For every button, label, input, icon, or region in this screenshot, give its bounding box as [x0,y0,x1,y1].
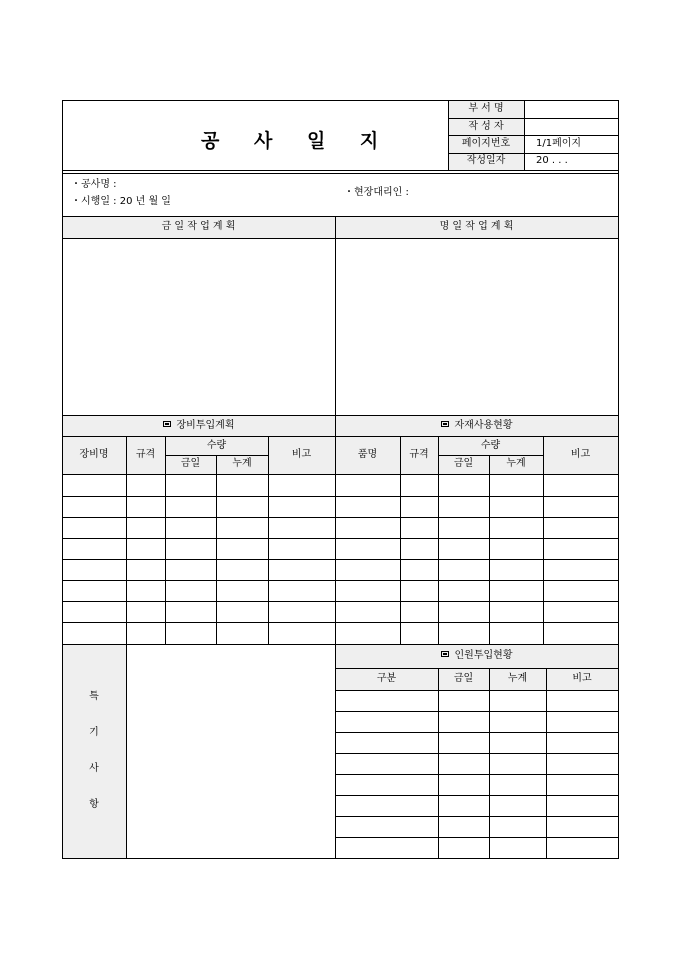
personnel-col-today: 금일 [453,673,474,684]
special-notes-char-3: 사 [89,763,99,774]
project-name-label: ・공사명 : [71,179,117,190]
material-col-cumulative: 누계 [506,458,526,469]
material-col-name: 품명 [357,449,378,460]
header-label-date: 작성일자 [466,155,506,166]
personnel-col-note: 비고 [572,673,592,684]
material-usage-title: 자재사용현황 [454,420,513,431]
site-agent-label: ・현장대리인 : [344,187,409,198]
equip-col-name: 장비명 [79,449,109,460]
equipment-plan-title: 장비투입계획 [176,420,235,431]
tomorrow-work-plan-area[interactable] [336,239,617,414]
exec-date-label: ・시행일 : 20 년 월 일 [71,196,171,207]
square-bullet-icon [441,421,449,427]
special-notes-area[interactable] [127,645,334,857]
material-col-note: 비고 [570,449,591,460]
special-notes-char-1: 특 [89,691,99,702]
page-title: 공 사 일 지 [201,130,393,152]
square-bullet-icon [441,651,449,657]
header-label-page-number: 페이지번호 [461,138,511,149]
equip-col-cumulative: 누계 [232,458,252,469]
today-work-plan-heading: 금 일 작 업 계 획 [161,221,236,232]
square-bullet-icon [163,421,171,427]
material-col-today: 금일 [453,458,474,469]
personnel-title: 인원투입현황 [454,650,513,661]
material-usage-heading [335,420,618,432]
special-notes-char-2: 기 [89,727,99,738]
personnel-heading [335,650,618,662]
personnel-col-category: 구분 [376,673,397,684]
tomorrow-work-plan-heading: 명 일 작 업 계 획 [439,221,514,232]
header-label-department: 부 서 명 [468,103,504,114]
material-col-qty: 수량 [480,440,501,451]
header-label-author: 작 성 자 [468,121,504,132]
material-col-spec: 규격 [409,449,429,460]
equip-col-qty: 수량 [206,440,227,451]
personnel-col-cumulative: 누계 [507,673,528,684]
header-value-page-number[interactable]: 1/1페이지 [536,138,582,149]
special-notes-char-4: 항 [89,799,99,810]
equipment-plan-heading [62,420,335,432]
equip-col-today: 금일 [180,458,201,469]
equip-col-note: 비고 [291,449,312,460]
today-work-plan-area[interactable] [63,239,334,414]
header-value-date[interactable]: 20 . . . [536,155,568,166]
equip-col-spec: 규격 [135,449,156,460]
